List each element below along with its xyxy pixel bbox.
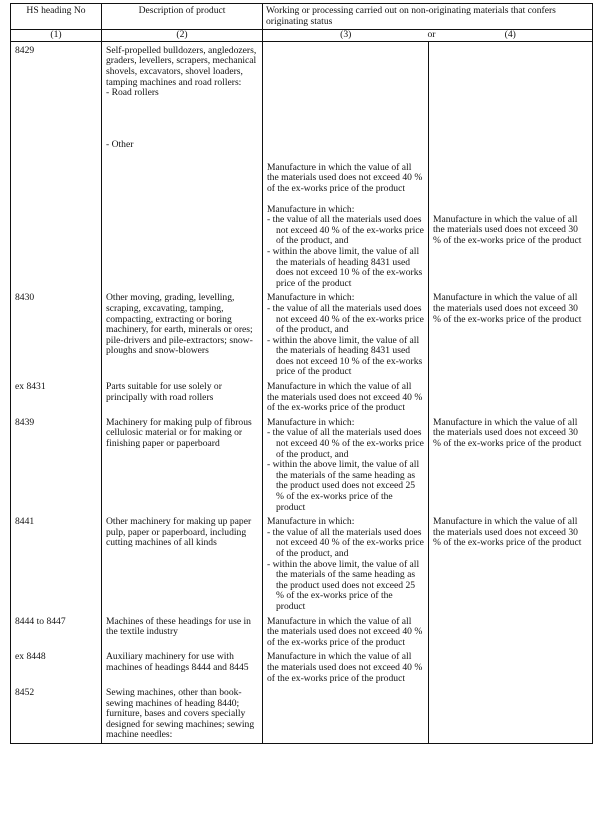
rule-bullet: - within the above limit, the value of all the materials of the same heading as the product used does not exceed 25 % of the ex-works price of the product — [267, 558, 420, 612]
hs-heading-cell: 8444 to 8447 — [11, 613, 102, 649]
hs-heading-cell: 8441 — [11, 513, 102, 612]
rule-bullet: - within the above limit, the value of all the materials of heading 8431 used does not exceed 10 % of the ex-works price of the product — [267, 334, 423, 378]
table-row — [11, 378, 593, 414]
col-number-3-cell — [263, 29, 436, 42]
col-number-4: (4) — [429, 30, 593, 42]
rule-col4-cell — [429, 378, 593, 414]
table-row — [11, 613, 593, 649]
rule-col4-cell — [429, 41, 593, 289]
rule-bullet: - the value of all the materials used does not exceed 40 % of the ex-works price of the product, and — [267, 214, 424, 247]
rule-col3-cell — [263, 513, 429, 612]
rule-intro: Manufacture in which: — [267, 516, 355, 528]
rule-col4-cell: Manufacture in which the value of all the materials used does not exceed 30 % of the ex-works price of the product — [429, 414, 593, 513]
description-cell: Sewing machines, other than book-sewing machines of heading 8440; furniture, bases and covers specially designed for sewing machines; sewing machine needles: — [102, 684, 263, 743]
origin-rules-table — [10, 3, 593, 744]
or-label: or — [427, 29, 436, 41]
description-cell: Other moving, grading, levelling, scraping, excavating, tamping, compacting, extracting or boring machinery, for earth, minerals or ores; pile-drivers and pile-extractors; snow-ploughs and snow-blowers — [102, 289, 263, 378]
rule-text: Manufacture in which the value of all the materials used does not exceed 30 % of the ex-works price of the product — [433, 213, 582, 246]
description-cell: Auxiliary machinery for use with machines of headings 8444 and 8445 — [102, 648, 263, 684]
rule-col4-cell: Manufacture in which the value of all the materials used does not exceed 30 % of the ex-works price of the product — [429, 289, 593, 378]
col-number-1: (1) — [11, 30, 102, 42]
col-number-2: (2) — [102, 30, 263, 42]
rule-col3-cell — [263, 41, 429, 289]
hs-heading-cell: ex 8431 — [11, 378, 102, 414]
rule-intro: Manufacture in which: — [267, 416, 355, 428]
sub-item-label: - Road rollers — [106, 87, 159, 99]
rule-intro: Manufacture in which: — [267, 292, 355, 304]
rule-bullet: - the value of all the materials used does not exceed 40 % of the ex-works price of the product, and — [267, 526, 424, 559]
hs-heading-cell: 8429 — [11, 41, 102, 289]
header-working-processing: Working or processing carried out on non-originating materials that confers originating status — [263, 4, 593, 30]
description-cell: Machines of these headings for use in the textile industry — [102, 613, 263, 649]
col-number-3: (3) — [340, 29, 352, 41]
rule-col4-cell — [429, 648, 593, 684]
header-description: Description of product — [102, 4, 263, 30]
table-row — [11, 289, 593, 378]
rule-col3-cell: Manufacture in which the value of all the materials used does not exceed 40 % of the ex-works price of the product — [263, 613, 429, 649]
table-row — [11, 513, 593, 612]
rule-bullet: - the value of all the materials used does not exceed 40 % of the ex-works price of the product, and — [267, 427, 424, 460]
rule-bullet: - the value of all the materials used does not exceed 40 % of the ex-works price of the product, and — [267, 302, 424, 336]
hs-heading-cell: 8430 — [11, 289, 102, 378]
rule-col3-cell — [263, 684, 429, 743]
rule-bullet: - within the above limit, the value of all the materials of heading 8431 used does not exceed 10 % of the ex-works price of the product — [267, 245, 423, 289]
rule-col4-cell — [429, 684, 593, 743]
rule-col4-cell — [429, 613, 593, 649]
rule-col3-cell — [263, 289, 429, 378]
header-hs-heading: HS heading No — [11, 4, 102, 30]
sub-item-label: - Other — [106, 138, 134, 150]
rule-col3-cell: Manufacture in which the value of all the materials used does not exceed 40 % of the ex-works price of the product — [263, 378, 429, 414]
description-cell — [102, 41, 263, 289]
rule-text: Manufacture in which the value of all the materials used does not exceed 40 % of the ex-works price of the product — [267, 161, 423, 194]
rule-col3-cell — [263, 414, 429, 513]
column-number-row — [11, 30, 593, 42]
rule-col4-cell: Manufacture in which the value of all the materials used does not exceed 30 % of the ex-works price of the product — [429, 513, 593, 612]
table-row — [11, 684, 593, 743]
description-cell: Machinery for making pulp of fibrous cellulosic material or for making or finishing paper or paperboard — [102, 414, 263, 513]
hs-heading-cell: 8439 — [11, 414, 102, 513]
table-row — [11, 41, 593, 289]
hs-heading-cell: ex 8448 — [11, 648, 102, 684]
table-row — [11, 648, 593, 684]
description-cell: Other machinery for making up paper pulp, paper or paperboard, including cutting machines of all kinds — [102, 513, 263, 612]
table-row — [11, 414, 593, 513]
description-text: Self-propelled bulldozers, angledozers, graders, levellers, scrapers, mechanical shovels, excavators, shovel loaders, tamping machines and road rollers: — [106, 44, 257, 88]
rule-col3-cell: Manufacture in which the value of all the materials used does not exceed 40 % of the ex-works price of the product — [263, 648, 429, 684]
hs-heading-cell: 8452 — [11, 684, 102, 743]
description-cell: Parts suitable for use solely or principally with road rollers — [102, 378, 263, 414]
header-row — [11, 4, 593, 30]
rule-bullet: - within the above limit, the value of all the materials of the same heading as the product used does not exceed 25 % of the ex-works price of the product — [267, 459, 420, 513]
rule-intro: Manufacture in which: — [267, 203, 355, 215]
